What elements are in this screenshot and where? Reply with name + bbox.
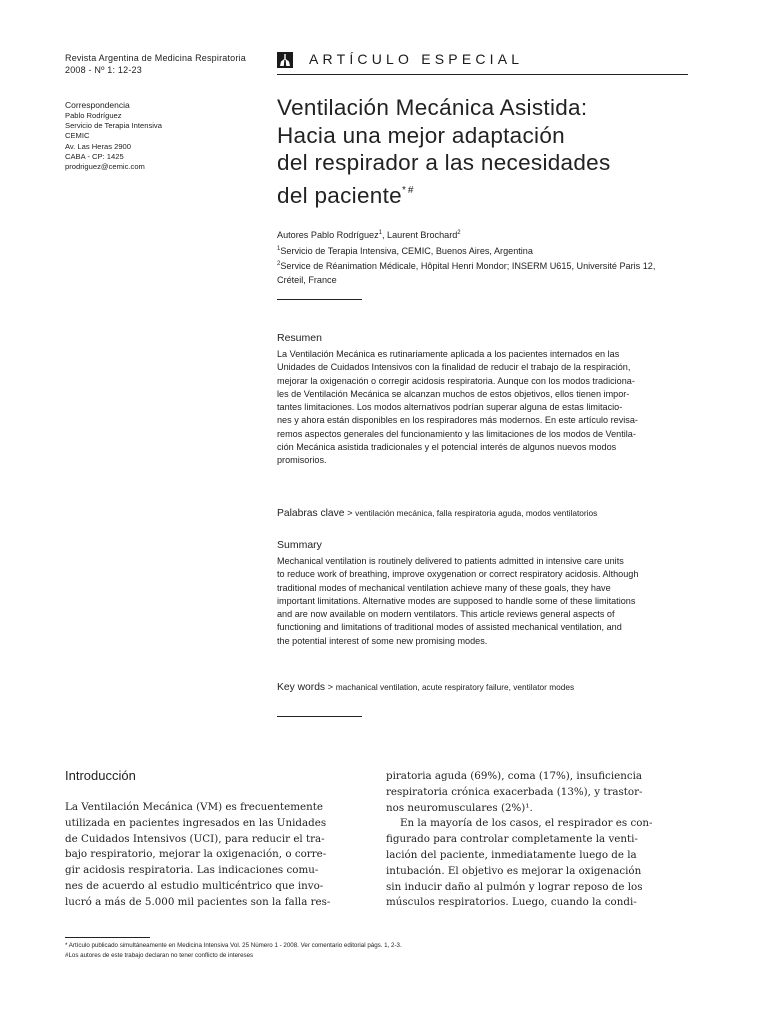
aff-mark: 1 bbox=[378, 230, 382, 236]
summary-line: traditional modes of mechanical ventilation achieve many of these goals, they have bbox=[277, 582, 611, 593]
summary-line: and are now available on modern ventilators. This article reviews general aspects of bbox=[277, 609, 615, 620]
body-line: músculos respiratorios. Luego, cuando la condi- bbox=[386, 896, 637, 909]
correspondence-block bbox=[65, 100, 162, 172]
key-words-label: Key words bbox=[277, 682, 326, 693]
authors-label: Autores bbox=[277, 230, 309, 240]
footnotes bbox=[65, 941, 705, 960]
resumen-line: promisorios. bbox=[277, 455, 327, 466]
body-line: lación del paciente, inmediatamente luego de la bbox=[386, 848, 637, 861]
affiliation-text: Servicio de Terapia Intensiva, CEMIC, Buenos Aires, Argentina bbox=[280, 245, 533, 256]
body-line: nes de acuerdo al estudio multicéntrico que invo- bbox=[65, 879, 324, 892]
title-line-last bbox=[277, 177, 697, 210]
summary-line: the potential interest of some new promising modes. bbox=[277, 635, 488, 646]
affiliation bbox=[277, 243, 677, 259]
title-line: Hacia una mejor adaptación bbox=[277, 122, 565, 148]
author-line bbox=[277, 227, 677, 243]
resumen-heading: Resumen bbox=[277, 332, 322, 344]
correspondence-line: CABA - CP: 1425 bbox=[65, 151, 124, 161]
arrow-glyph: > bbox=[347, 508, 353, 518]
correspondence-line: Servicio de Terapia Intensiva bbox=[65, 121, 162, 131]
body-line: piratoria aguda (69%), coma (17%), insuficiencia bbox=[386, 770, 643, 782]
title-line: del paciente bbox=[277, 182, 402, 208]
title-line: Ventilación Mecánica Asistida: bbox=[277, 95, 588, 120]
summary-line: to reduce work of breathing, improve oxygenation or correct respiratory acidosis. Although bbox=[277, 569, 639, 580]
lungs-icon bbox=[277, 52, 293, 68]
arrow-glyph: > bbox=[327, 682, 334, 692]
palabras-clave-text: ventilación mecánica, falla respiratoria aguda, modos ventilatorios bbox=[355, 508, 598, 518]
authors-block bbox=[277, 227, 677, 287]
section-header bbox=[277, 50, 688, 75]
body-line: gir acidosis respiratoria. Las indicaciones comu- bbox=[65, 864, 319, 877]
journal-name: Revista Argentina de Medicina Respiratoria bbox=[65, 53, 246, 63]
correspondence-line: prodriguez@cemic.com bbox=[65, 162, 145, 172]
affiliation-text: Créteil, France bbox=[277, 274, 337, 285]
body-line: de Cuidados Intensivos (UCI), para reducir el tra- bbox=[65, 832, 325, 845]
aff-mark: 2 bbox=[277, 261, 281, 268]
body-line: figurado para controlar completamente la venti- bbox=[386, 833, 638, 846]
title-footnote-marks: *# bbox=[401, 184, 416, 196]
affiliation bbox=[277, 258, 677, 274]
key-words bbox=[277, 682, 697, 693]
correspondence-line: Av. Las Heras 2900 bbox=[65, 141, 131, 151]
resumen-line: Unidades de Cuidados Intensivos con la finalidad de reducir el trabajo de la respiración, bbox=[277, 362, 631, 373]
palabras-clave bbox=[277, 508, 697, 519]
resumen-line: nes y ahora están disponibles en los respiradores más modernos. En este artículo revisa- bbox=[277, 415, 638, 426]
journal-info bbox=[65, 52, 246, 76]
resumen-line: La Ventilación Mecánica es rutinariamente aplicada a los pacientes internados en las bbox=[277, 349, 620, 359]
body-line: intubación. El objetivo es mejorar la oxigenación bbox=[386, 864, 642, 877]
body-line: respiratoria crónica exacerbada (13%), y trastor- bbox=[386, 785, 643, 798]
resumen-text bbox=[277, 348, 687, 468]
intro-heading: Introducción bbox=[65, 768, 136, 783]
body-line: La Ventilación Mecánica (VM) es frecuentemente bbox=[65, 801, 323, 813]
body-line: bajo respiratorio, mejorar la oxigenación, o corre- bbox=[65, 848, 327, 861]
resumen-line: les de Ventilación Mecánica se alcanzan muchos de estos objetivos, ellos tienen impor- bbox=[277, 388, 630, 399]
resumen-line: remos aspectos generales del funcionamiento y las limitaciones de los modos de Ventila- bbox=[277, 428, 636, 439]
resumen-line: ción Mecánica asistida tradicionales y el potencial interés de algunos nuevos modos bbox=[277, 442, 617, 453]
key-words-text: machanical ventilation, acute respiratory failure, ventilator modes bbox=[335, 682, 575, 692]
author-name: , Laurent Brochard bbox=[381, 230, 458, 240]
footnote-divider bbox=[65, 937, 150, 938]
article-title bbox=[277, 94, 697, 209]
resumen-line: mejorar la oxigenación o corregir acidosis respiratoria. Aunque con los modos tradiciona- bbox=[277, 375, 635, 386]
summary-line: Mechanical ventilation is routinely delivered to patients admitted in intensive care units bbox=[277, 556, 624, 566]
correspondence-line: Pablo Rodríguez bbox=[65, 111, 122, 120]
body-line: lucró a más de 5.000 mil pacientes son la falla res- bbox=[65, 895, 331, 908]
body-column-right bbox=[386, 769, 688, 911]
summary-line: important limitations. Alternative modes are supposed to handle some of these limitations bbox=[277, 595, 636, 606]
correspondence-line: CEMIC bbox=[65, 131, 90, 141]
section-label: ARTÍCULO ESPECIAL bbox=[309, 51, 524, 67]
footnote: #Los autores de este trabajo declaran no tener conflicto de intereses bbox=[65, 951, 254, 959]
title-line: del respirador a las necesidades bbox=[277, 150, 611, 175]
palabras-clave-label: Palabras clave bbox=[277, 508, 345, 519]
journal-issue: 2008 - Nº 1: 12-23 bbox=[65, 65, 142, 75]
affiliation-text: Service de Réanimation Médicale, Hôpital Henri Mondor; INSERM U615, Université Paris 12, bbox=[280, 261, 656, 272]
summary-heading: Summary bbox=[277, 539, 322, 551]
author-name: Pablo Rodríguez bbox=[310, 230, 379, 240]
aff-mark: 2 bbox=[457, 230, 461, 236]
body-line: nos neuromusculares (2%)¹. bbox=[386, 801, 533, 814]
resumen-line: tantes limitaciones. Los modos alternativos podrían superar alguna de estas limitacio- bbox=[277, 402, 623, 413]
divider bbox=[277, 299, 362, 300]
body-line: utilizada en pacientes ingresados en las Unidades bbox=[65, 816, 327, 829]
footnote: * Artículo publicado simultáneamente en Medicina Intensiva Vol. 25 Número 1 - 2008. Ver comentario editorial págs. 1, 2-3. bbox=[65, 942, 402, 949]
divider bbox=[277, 716, 362, 717]
body-line: En la mayoría de los casos, el respirador es con- bbox=[400, 817, 653, 830]
summary-text bbox=[277, 555, 687, 648]
body-line: sin inducir daño al pulmón y lograr reposo de los bbox=[386, 880, 643, 893]
body-column-left bbox=[65, 800, 367, 911]
aff-mark: 1 bbox=[277, 245, 281, 252]
summary-line: functioning and limitations of traditional modes of assisted mechanical ventilation, and bbox=[277, 622, 622, 633]
correspondence-heading: Correspondencia bbox=[65, 100, 130, 110]
